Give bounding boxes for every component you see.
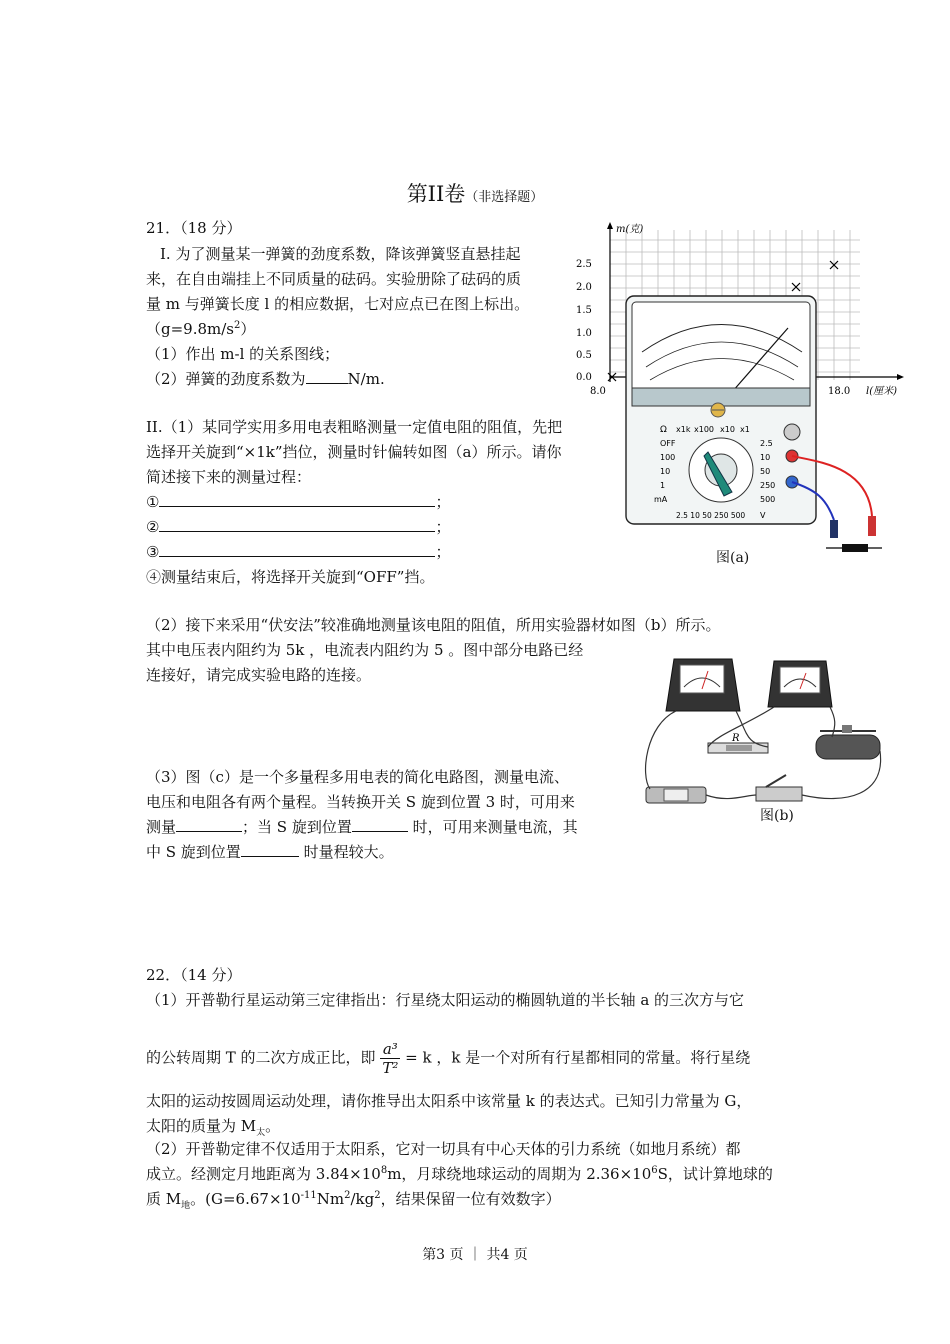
figure-a-caption: 图(a) [716, 550, 750, 566]
section-title [0, 178, 950, 208]
knob-label-10: 10 [660, 467, 671, 476]
q21-p2q3-line1: （3）图（c）是一个多量程多用电表的简化电路图，测量电流、 [146, 768, 569, 786]
knob-label-x1: x1 [740, 425, 750, 434]
q21-gravity: $(g=9.8m/s^2)$ [146, 320, 256, 338]
y-tick: 0.0 [576, 372, 592, 383]
step-2: ② ； [146, 518, 451, 536]
multimeter-figure [620, 292, 890, 554]
battery [646, 787, 706, 803]
q21-header: 21．（18 分） [146, 219, 242, 237]
knob-label-ohm: Ω [660, 425, 667, 435]
blue-probe-tip [830, 520, 838, 538]
y-tick: 0.5 [576, 350, 592, 361]
answer-blank[interactable] [176, 816, 242, 832]
q21-p2q3-line4: 中 S 旋到位置 时量程较大。 [146, 843, 394, 861]
x-tick-end: 18.0 [828, 386, 851, 397]
q22-line3: 太阳的运动按圆周运动处理，请你推导出太阳系中该常量 k 的表达式。已知引力常量为 G， [146, 1092, 752, 1110]
y-tick: 2.0 [576, 282, 592, 293]
knob-label-2p5: 2.5 [760, 439, 773, 448]
step-4: ④测量结束后，将选择开关旋到“OFF”挡。 [146, 568, 435, 586]
q22-line6: 成立。经测定月地距离为 $3.84\times 10^8m$，月球绕地球运动的周期为 $2.36\times 10^6S$，试计算地球的 [146, 1165, 773, 1183]
answer-blank[interactable] [352, 816, 408, 832]
ammeter [768, 661, 832, 707]
section-title-main: 第II卷 [406, 182, 466, 206]
q21-part1-line3: 量 m 与弹簧长度 l 的相应数据，七对应点已在图上标出。 [146, 295, 530, 313]
q21-part1-line2: 来，在自由端挂上不同质量的砝码。实验册除了砝码的质 [146, 270, 522, 288]
knob-label-ma: mA [654, 495, 668, 504]
q21-part2-line3: 简述接下来的测量过程： [146, 468, 312, 486]
rheostat [816, 725, 880, 759]
knob-label-x10: x10 [720, 425, 735, 434]
q21-p2q3-line3: 测量 ；当 S 旋到位置 时，可用来测量电流，其 [146, 818, 578, 836]
step-3: ③ ； [146, 543, 451, 561]
x-axis-label: l(厘米) [866, 386, 898, 397]
q22-line4: 太阳的质量为 $M_太$。 [146, 1117, 281, 1138]
knob-label-x1k: x1k [676, 425, 691, 434]
knob-label-v: V [760, 511, 766, 520]
red-probe-tip [868, 516, 876, 536]
q21-item1: （1）作出 m-l 的关系图线； [146, 345, 340, 363]
q21-p2q2-line2: 其中电压表内阻约为 5k ，电流表内阻约为 5 。图中部分电路已经 [146, 641, 584, 659]
meter-dial-window [632, 302, 810, 398]
y-axis-label: m(克) [616, 224, 644, 235]
q21-part1-line1: I. 为了测量某一弹簧的劲度系数，降该弹簧竖直悬挂起 [160, 245, 521, 263]
terminal-ohm-adjust[interactable] [784, 424, 800, 440]
x-tick-start: 8.0 [590, 386, 606, 397]
q21-item2: （2）弹簧的劲度系数为 N/m. [146, 370, 385, 388]
knob-label-100: 100 [660, 453, 676, 462]
answer-blank[interactable] [241, 841, 299, 857]
q22-line2: 的公转周期 T 的二次方成正比，即 $\frac{\text{a³}}{\text{T²}}$ = k ，k 是一个对所有行星都相同的常量。将行星绕 [146, 1040, 751, 1077]
switch [756, 775, 802, 801]
q21-p2q2-line1: （2）接下来采用“伏安法”较准确地测量该电阻的阻值，所用实验器材如图（b）所示。 [146, 616, 721, 634]
apparatus-figure [636, 655, 886, 815]
q22-line1: （1）开普勒行星运动第三定律指出：行星绕太阳运动的椭圆轨道的半长轴 a 的三次方与它 [146, 991, 745, 1009]
knob-label-500: 500 [760, 495, 776, 504]
answer-blank[interactable] [306, 368, 348, 384]
answer-blank[interactable] [159, 541, 435, 557]
q21-part2-line2: 选择开关旋到“×1k”挡位，测量时针偏转如图（a）所示。请你 [146, 443, 562, 461]
q21-part2-line1: II.（1）某同学实用多用电表粗略测量一定值电阻的阻值，先把 [146, 418, 563, 436]
page-footer: 第3 页 ｜ 共4 页 [422, 1247, 528, 1263]
knob-label-off: OFF [660, 439, 676, 448]
q22-line5: （2）开普勒定律不仅适用于太阳系，它对一切具有中心天体的引力系统（如地月系统）都 [146, 1140, 741, 1158]
knob-label-250: 250 [760, 481, 776, 490]
knob-label-1: 1 [660, 481, 666, 490]
knob-label-ac-row: 2.5 10 50 250 500 [676, 511, 746, 520]
y-axis-arrow [607, 222, 613, 229]
answer-blank[interactable] [159, 491, 435, 507]
knob-label-50: 50 [760, 467, 771, 476]
y-tick: 1.5 [576, 305, 592, 316]
knob-label-x100: x100 [694, 425, 715, 434]
x-axis-arrow [897, 374, 904, 380]
voltmeter [666, 659, 740, 711]
q22-header: 22．（14 分） [146, 966, 242, 984]
figure-b-caption: 图(b) [760, 808, 794, 824]
resistor-under-test [842, 544, 868, 552]
q21-p2q3-line2: 电压和电阻各有两个量程。当转换开关 S 旋到位置 3 时，可用来 [146, 793, 575, 811]
y-tick: 1.0 [576, 328, 592, 339]
q21-p2q2-line3: 连接好，请完成实验电路的连接。 [146, 666, 372, 684]
y-tick: 2.5 [576, 259, 592, 270]
step-1: ① ； [146, 493, 451, 511]
resistor-r [708, 733, 768, 753]
knob-label-10v: 10 [760, 453, 771, 462]
answer-blank[interactable] [159, 516, 435, 532]
resistor-label: R [732, 733, 740, 744]
kepler-fraction: $\frac{\text{a³}}{\text{T²}}$ [382, 1040, 399, 1077]
q22-line7: 质 $M_地$。($G=6.67\times 10^{-11}Nm^2/kg^2$，结果保留一位有效数字） [146, 1190, 561, 1211]
section-title-sub: （非选择题） [465, 190, 544, 205]
